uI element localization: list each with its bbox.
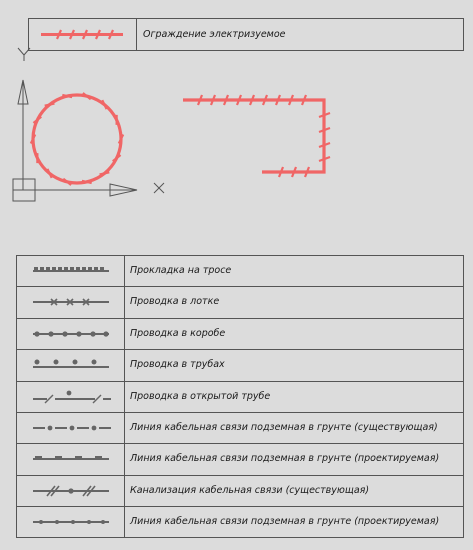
legend-row [17, 413, 463, 444]
legend-label: Прокладка на тросе [130, 265, 232, 276]
legend-row [17, 350, 463, 381]
legend-row [17, 444, 463, 475]
legend-label: Проводка в коробе [130, 327, 226, 339]
legend-symbol [17, 319, 124, 349]
legend-symbol [17, 413, 124, 443]
legend-label: Проводка в трубах [130, 359, 225, 371]
legend-row [17, 476, 463, 507]
legend-row [17, 256, 463, 287]
y-marker-icon [14, 46, 34, 62]
legend-label: Линия кабельная связи подземная в грунте (проектируемая) [130, 453, 440, 465]
legend-symbol [17, 350, 124, 380]
fence-polyline-drawing [178, 92, 342, 182]
legend-symbol [17, 476, 124, 506]
legend-table [16, 255, 464, 538]
legend-symbol [17, 507, 124, 538]
legend-row [17, 382, 463, 413]
legend-row [17, 507, 463, 538]
fence-circle-drawing [20, 88, 136, 192]
legend-divider [136, 19, 137, 50]
legend-label: Проводка в открытой трубе [130, 390, 271, 402]
legend-symbol [17, 382, 124, 412]
legend-row [17, 319, 463, 350]
legend-symbol [17, 287, 124, 317]
legend-symbol [17, 444, 124, 474]
legend-row [17, 287, 463, 318]
legend-label: Канализация кабельная связи (существующая) [130, 484, 370, 496]
x-cross-icon [152, 181, 166, 195]
legend-label: Проводка в лотке [130, 296, 220, 308]
fence-tick [100, 172, 110, 174]
legend-symbol [17, 256, 124, 286]
electric-fence-symbol [29, 19, 136, 50]
fence-legend-label: Ограждение электризуемое [143, 29, 286, 40]
fence-legend-box [28, 18, 464, 51]
legend-label: Линия кабельная связи подземная в грунте (существующая) [130, 422, 438, 433]
fence-tick [45, 103, 55, 105]
legend-label: Линия кабельная связи подземная в грунте (проектируемая) [130, 516, 440, 528]
